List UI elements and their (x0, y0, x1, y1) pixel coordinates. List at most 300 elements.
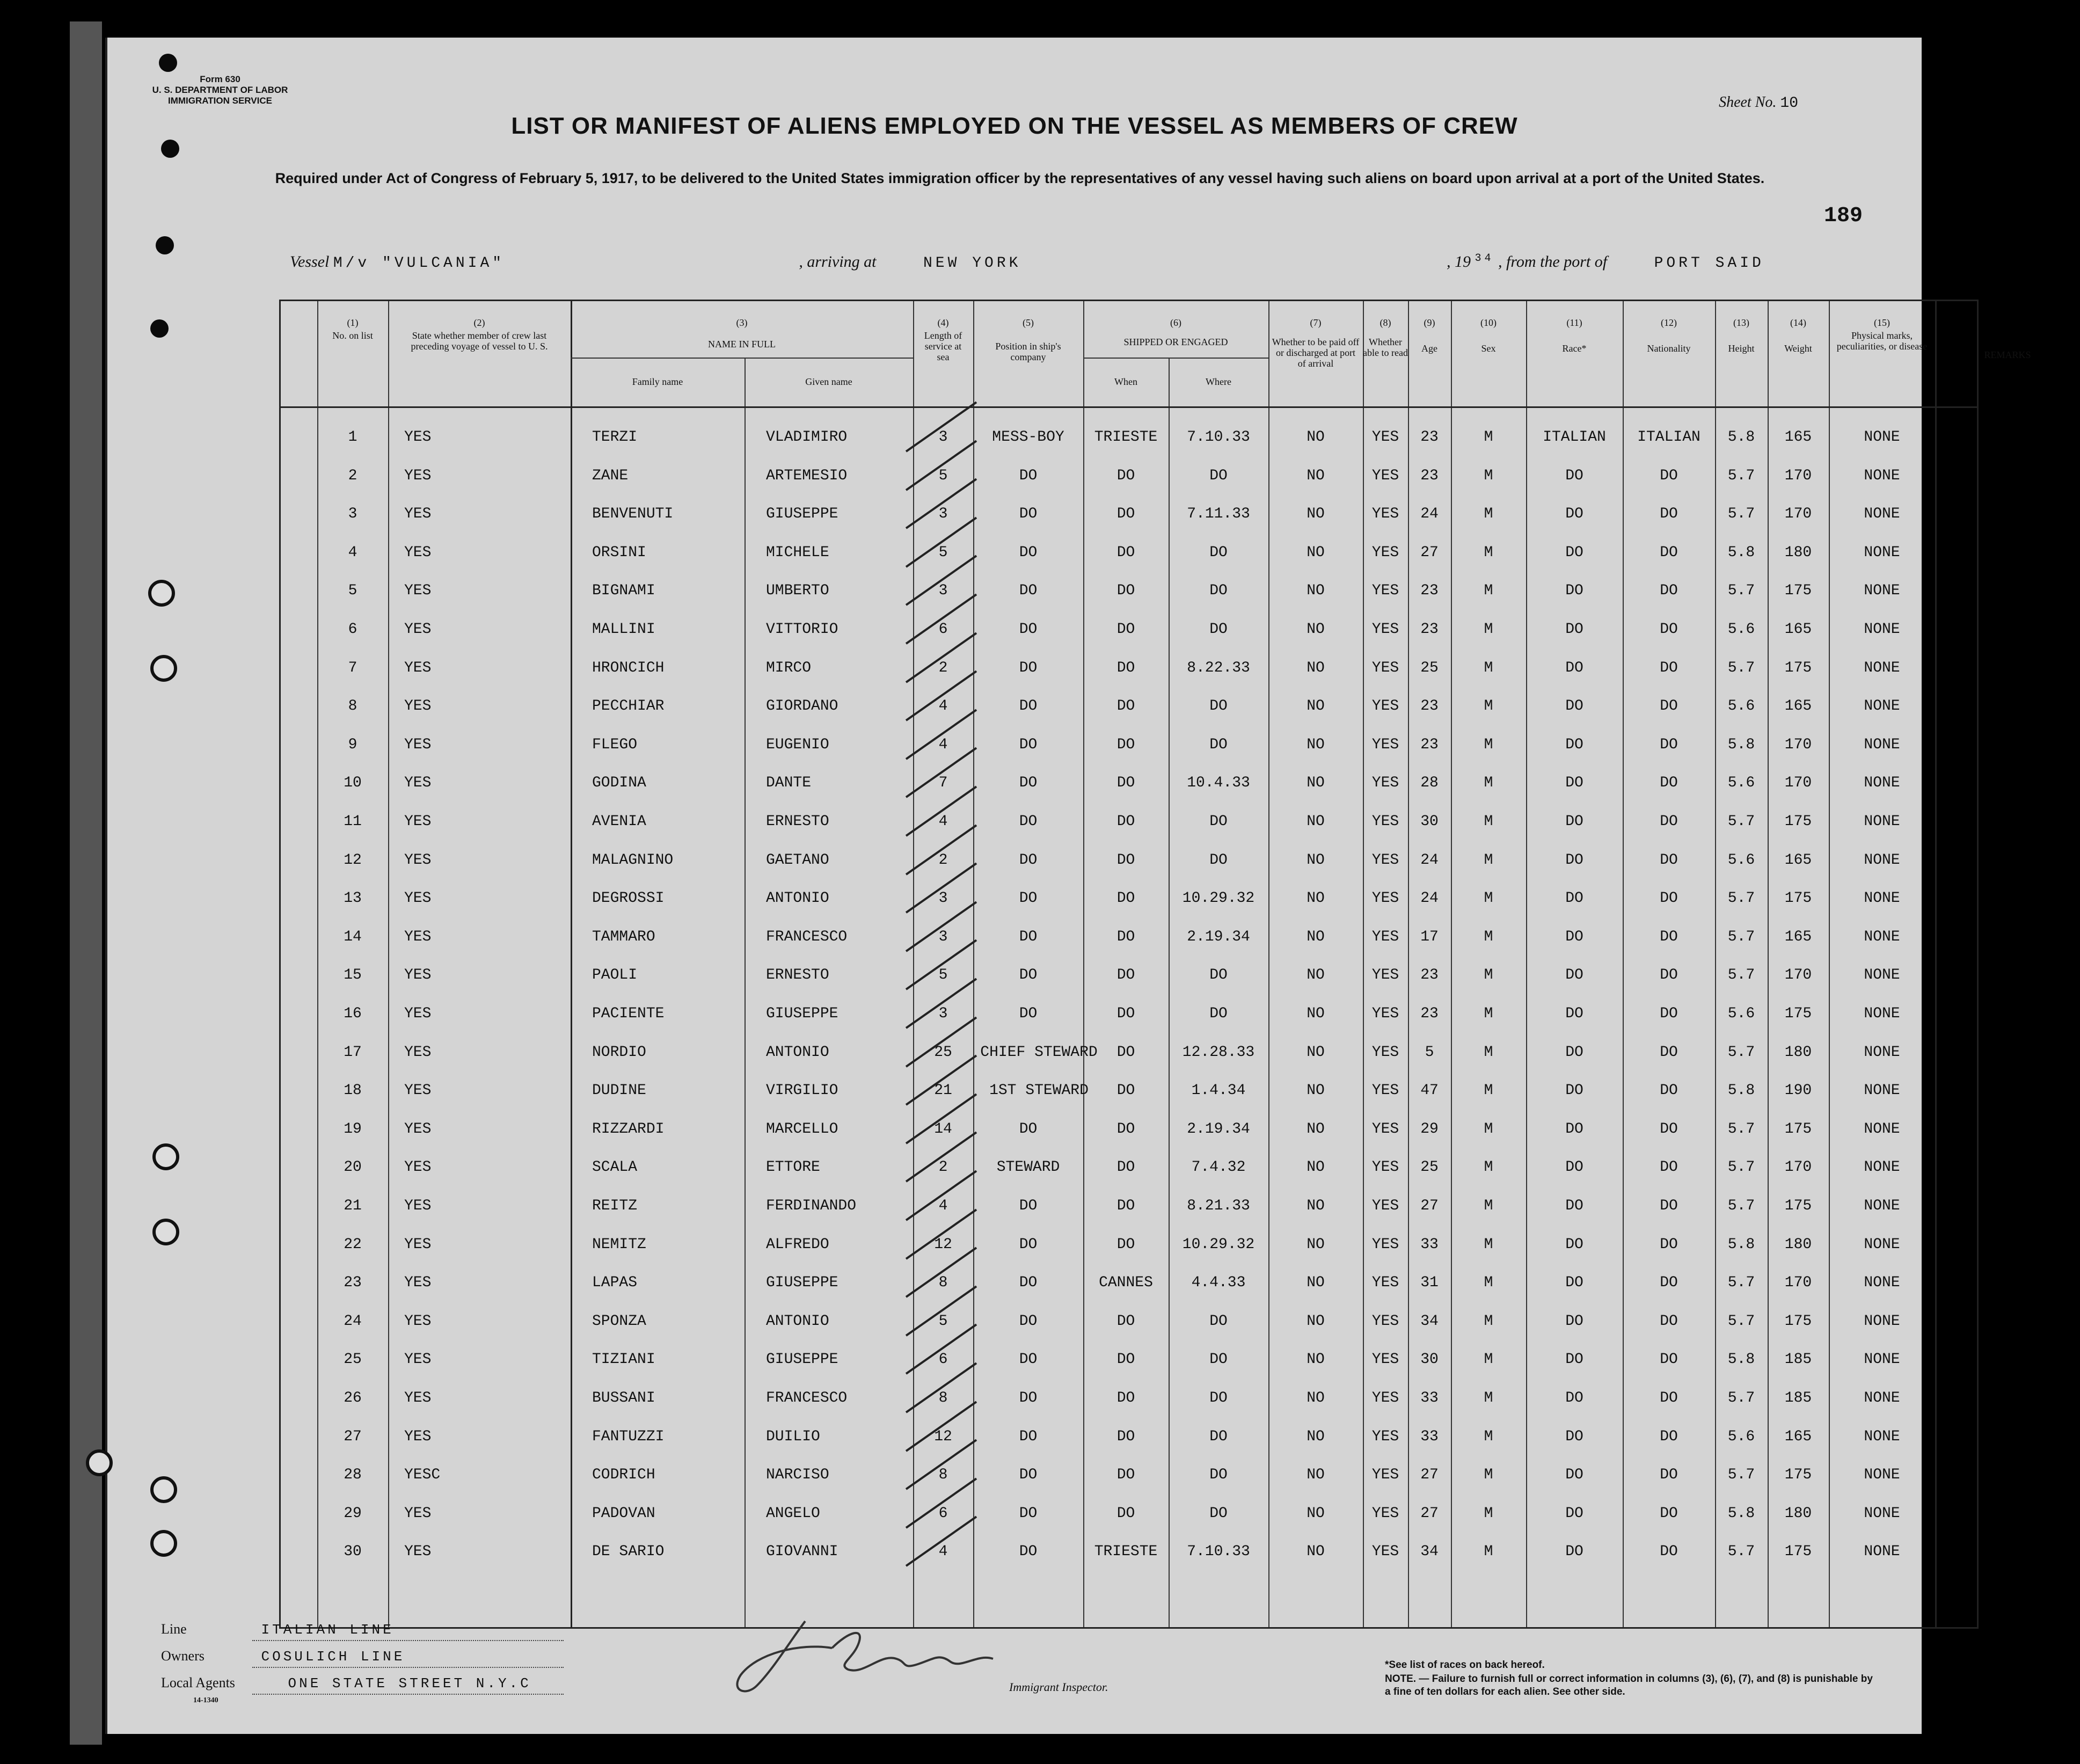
paid-off-cell: NO (1307, 429, 1325, 446)
race-cell: DO (1565, 1044, 1583, 1061)
shipped-where-cell: DO (1209, 544, 1228, 561)
arriving-label: , arriving at (799, 253, 877, 271)
row-number-cell: 6 (348, 621, 357, 638)
position-cell: DO (1019, 1351, 1038, 1368)
family-name-cell: MALAGNINO (592, 851, 674, 869)
able-to-read-cell: YES (1371, 1274, 1399, 1292)
vessel-name: M/v "VULCANIA" (333, 255, 505, 272)
position-cell: DO (1019, 1390, 1038, 1406)
family-name-cell: ORSINI (592, 544, 646, 561)
row-number-cell: 13 (344, 890, 362, 907)
shipped-when-cell: DO (1116, 1082, 1135, 1099)
row-number-cell: 15 (344, 967, 362, 984)
physical-marks-cell: NONE (1864, 890, 1900, 907)
length-of-service-cell: 8 (938, 1390, 948, 1406)
family-name-cell: FLEGO (592, 736, 638, 753)
age-cell: 33 (1420, 1236, 1439, 1253)
position-cell: DO (1019, 1543, 1038, 1561)
punch-hole (156, 236, 174, 254)
row-number-cell: 1 (348, 429, 357, 446)
nationality-cell: DO (1660, 1390, 1678, 1406)
shipped-where-cell: 7.10.33 (1187, 1543, 1250, 1561)
family-name-cell: NEMITZ (592, 1236, 646, 1253)
shipped-where-cell: DO (1209, 467, 1228, 484)
sex-cell: M (1484, 967, 1493, 984)
physical-marks-cell: NONE (1864, 467, 1900, 484)
shipped-where-cell: DO (1209, 698, 1228, 715)
paid-off-cell: NO (1307, 1274, 1325, 1292)
binder-ring (152, 1219, 179, 1245)
row-number-cell: 20 (344, 1159, 362, 1176)
header-no-on-list: (1) No. on list (332, 317, 373, 341)
table-row (281, 1110, 1977, 1149)
sheet-value: 10 (1780, 95, 1798, 112)
given-name-cell: DANTE (766, 775, 812, 792)
agents-value: ONE STATE STREET N.Y.C (288, 1675, 531, 1692)
given-name-cell: ARTEMESIO (766, 467, 848, 484)
physical-marks-cell: NONE (1864, 1351, 1900, 1368)
shipped-where-cell: DO (1209, 813, 1228, 830)
table-row (281, 610, 1977, 649)
height-cell: 5.7 (1727, 890, 1755, 907)
header-paid-off: (7) Whether to be paid off or discharged at port of arrival (1272, 317, 1360, 369)
weight-cell: 170 (1784, 967, 1812, 984)
physical-marks-cell: NONE (1864, 1505, 1900, 1522)
paid-off-cell: NO (1307, 1390, 1325, 1406)
length-of-service-cell: 4 (938, 736, 948, 753)
weight-cell: 170 (1784, 775, 1812, 792)
nationality-cell: DO (1660, 544, 1678, 561)
age-cell: 23 (1420, 736, 1439, 753)
physical-marks-cell: NONE (1864, 698, 1900, 715)
position-cell: DO (1019, 467, 1038, 484)
given-name-cell: GAETANO (766, 851, 829, 869)
nationality-cell: DO (1660, 659, 1678, 676)
header-able-to-read: (8) Whether able to read (1363, 317, 1408, 358)
nationality-cell: DO (1660, 890, 1678, 907)
length-of-service-cell: 3 (938, 1005, 948, 1022)
length-of-service-cell: 14 (934, 1120, 952, 1138)
header-length-of-service: (4) Length of service at sea (924, 317, 962, 362)
position-cell: DO (1019, 1005, 1038, 1022)
race-cell: DO (1565, 582, 1583, 600)
age-cell: 27 (1420, 544, 1439, 561)
race-cell: DO (1565, 659, 1583, 676)
able-to-read-cell: YES (1371, 1005, 1399, 1022)
physical-marks-cell: NONE (1864, 1005, 1900, 1022)
table-row (281, 1533, 1977, 1571)
height-cell: 5.7 (1727, 582, 1755, 600)
physical-marks-cell: NONE (1864, 1467, 1900, 1484)
nationality-cell: DO (1660, 928, 1678, 945)
sex-cell: M (1484, 890, 1493, 907)
height-cell: 5.7 (1727, 1044, 1755, 1061)
binder-ring (150, 655, 177, 682)
row-number-cell: 28 (344, 1467, 362, 1484)
line-value: ITALIAN LINE (261, 1622, 394, 1638)
nationality-cell: DO (1660, 736, 1678, 753)
family-name-cell: DEGROSSI (592, 890, 665, 907)
shipped-when-cell: DO (1116, 506, 1135, 523)
position-cell: DO (1019, 1236, 1038, 1253)
row-number-cell: 27 (344, 1428, 362, 1445)
weight-cell: 175 (1784, 582, 1812, 600)
service-name: IMMIGRATION SERVICE (168, 96, 272, 106)
height-cell: 5.6 (1727, 621, 1755, 638)
position-cell: DO (1019, 544, 1038, 561)
shipped-where-cell: 10.29.32 (1182, 1236, 1255, 1253)
length-of-service-cell: 5 (938, 1313, 948, 1330)
age-cell: 47 (1420, 1082, 1439, 1099)
physical-marks-cell: NONE (1864, 851, 1900, 869)
weight-cell: 175 (1784, 890, 1812, 907)
nationality-cell: DO (1660, 1082, 1678, 1099)
able-to-read-cell: YES (1371, 698, 1399, 715)
race-cell: DO (1565, 736, 1583, 753)
weight-cell: 175 (1784, 1198, 1812, 1214)
shipped-when-cell: DO (1116, 736, 1135, 753)
given-name-cell: GIORDANO (766, 698, 838, 715)
weight-cell: 185 (1784, 1351, 1812, 1368)
position-cell: 1ST STEWARD (989, 1082, 1089, 1099)
shipped-when-cell: DO (1116, 1236, 1135, 1253)
age-cell: 23 (1420, 582, 1439, 600)
sex-cell: M (1484, 1313, 1493, 1330)
height-cell: 5.8 (1727, 1236, 1755, 1253)
arriving-port: NEW YORK (923, 255, 1021, 272)
race-cell: DO (1565, 928, 1583, 945)
race-cell: DO (1565, 506, 1583, 523)
given-name-cell: ANTONIO (766, 1044, 829, 1061)
paid-off-cell: NO (1307, 1120, 1325, 1138)
row-number-cell: 10 (344, 775, 362, 792)
departure-port: PORT SAID (1654, 255, 1764, 272)
row-number-cell: 29 (344, 1505, 362, 1522)
nationality-cell: DO (1660, 813, 1678, 830)
previous-voyage-cell: YES (404, 1120, 432, 1138)
table-row (281, 1187, 1977, 1226)
given-name-cell: GIOVANNI (766, 1543, 838, 1561)
shipped-when-cell: TRIESTE (1094, 429, 1158, 446)
row-number-cell: 16 (344, 1005, 362, 1022)
shipped-when-cell: DO (1116, 851, 1135, 869)
table-row (281, 1071, 1977, 1110)
table-row (281, 534, 1977, 572)
age-cell: 27 (1420, 1467, 1439, 1484)
nationality-cell: DO (1660, 582, 1678, 600)
row-number-cell: 22 (344, 1236, 362, 1253)
given-name-cell: GIUSEPPE (766, 506, 838, 523)
row-number-cell: 30 (344, 1543, 362, 1561)
length-of-service-cell: 5 (938, 967, 948, 984)
position-cell: DO (1019, 851, 1038, 869)
race-cell: DO (1565, 851, 1583, 869)
family-name-cell: BENVENUTI (592, 506, 674, 523)
vessel-line (290, 252, 1764, 272)
owners-value: COSULICH LINE (261, 1649, 405, 1665)
previous-voyage-cell: YES (404, 851, 432, 869)
height-cell: 5.7 (1727, 928, 1755, 945)
age-cell: 29 (1420, 1120, 1439, 1138)
age-cell: 5 (1425, 1044, 1434, 1061)
physical-marks-cell: NONE (1864, 429, 1900, 446)
height-cell: 5.6 (1727, 1005, 1755, 1022)
previous-voyage-cell: YES (404, 1159, 432, 1176)
sex-cell: M (1484, 621, 1493, 638)
shipped-where-cell: 10.29.32 (1182, 890, 1255, 907)
weight-cell: 170 (1784, 467, 1812, 484)
sex-cell: M (1484, 736, 1493, 753)
owners-label: Owners (161, 1648, 205, 1664)
table-row (281, 687, 1977, 726)
height-cell: 5.8 (1727, 1505, 1755, 1522)
able-to-read-cell: YES (1371, 1044, 1399, 1061)
able-to-read-cell: YES (1371, 544, 1399, 561)
table-row (281, 956, 1977, 995)
height-cell: 5.7 (1727, 1274, 1755, 1292)
weight-cell: 165 (1784, 621, 1812, 638)
race-cell: DO (1565, 890, 1583, 907)
weight-cell: 165 (1784, 851, 1812, 869)
sex-cell: M (1484, 1428, 1493, 1445)
family-name-cell: PAOLI (592, 967, 638, 984)
physical-marks-cell: NONE (1864, 775, 1900, 792)
paid-off-cell: NO (1307, 1428, 1325, 1445)
table-row (281, 418, 1977, 457)
height-cell: 5.8 (1727, 736, 1755, 753)
shipped-when-cell: CANNES (1099, 1274, 1153, 1292)
age-cell: 24 (1420, 851, 1439, 869)
previous-voyage-cell: YES (404, 1044, 432, 1061)
height-cell: 5.6 (1727, 1428, 1755, 1445)
age-cell: 24 (1420, 506, 1439, 523)
table-row (281, 918, 1977, 957)
paid-off-cell: NO (1307, 582, 1325, 600)
previous-voyage-cell: YES (404, 1313, 432, 1330)
shipped-where-cell: DO (1209, 967, 1228, 984)
shipped-when-cell: DO (1116, 813, 1135, 830)
weight-cell: 175 (1784, 1467, 1812, 1484)
length-of-service-cell: 12 (934, 1428, 952, 1445)
row-number-cell: 8 (348, 698, 357, 715)
able-to-read-cell: YES (1371, 506, 1399, 523)
header-weight: (14) Weight (1784, 317, 1812, 354)
shipped-when-cell: DO (1116, 1428, 1135, 1445)
given-name-cell: VITTORIO (766, 621, 838, 638)
family-name-cell: AVENIA (592, 813, 646, 830)
paid-off-cell: NO (1307, 1198, 1325, 1214)
length-of-service-cell: 6 (938, 1351, 948, 1368)
row-number-cell: 11 (344, 813, 362, 830)
race-cell: DO (1565, 621, 1583, 638)
family-name-cell: ZANE (592, 467, 629, 484)
shipped-where-cell: 7.4.32 (1191, 1159, 1246, 1176)
paid-off-cell: NO (1307, 967, 1325, 984)
able-to-read-cell: YES (1371, 1120, 1399, 1138)
race-cell: DO (1565, 813, 1583, 830)
position-cell: DO (1019, 506, 1038, 523)
row-number-cell: 26 (344, 1390, 362, 1406)
nationality-cell: DO (1660, 1351, 1678, 1368)
department-name: U. S. DEPARTMENT OF LABOR (152, 85, 288, 95)
previous-voyage-cell: YES (404, 1236, 432, 1253)
height-cell: 5.7 (1727, 506, 1755, 523)
shipped-when-cell: DO (1116, 775, 1135, 792)
weight-cell: 170 (1784, 736, 1812, 753)
header-position: (5) Position in ship's company (995, 317, 1061, 362)
header-race: (11) Race* (1562, 317, 1587, 354)
sex-cell: M (1484, 1351, 1493, 1368)
nationality-cell: DO (1660, 1428, 1678, 1445)
sex-cell: M (1484, 851, 1493, 869)
line-label: Line (161, 1621, 187, 1637)
nationality-cell: DO (1660, 1159, 1678, 1176)
previous-voyage-cell: YES (404, 1428, 432, 1445)
header-remarks: REMARKS (1984, 349, 2031, 360)
shipped-where-cell: 1.4.34 (1191, 1082, 1246, 1099)
position-cell: DO (1019, 1428, 1038, 1445)
race-cell: DO (1565, 1274, 1583, 1292)
race-cell: DO (1565, 467, 1583, 484)
sex-cell: M (1484, 659, 1493, 676)
able-to-read-cell: YES (1371, 1198, 1399, 1214)
height-cell: 5.6 (1727, 851, 1755, 869)
length-of-service-cell: 5 (938, 467, 948, 484)
table-row (281, 649, 1977, 688)
position-cell: DO (1019, 1313, 1038, 1330)
race-cell: DO (1565, 1390, 1583, 1406)
able-to-read-cell: YES (1371, 1543, 1399, 1561)
given-name-cell: UMBERTO (766, 582, 829, 600)
race-cell: DO (1565, 1543, 1583, 1561)
sex-cell: M (1484, 1120, 1493, 1138)
able-to-read-cell: YES (1371, 813, 1399, 830)
paid-off-cell: NO (1307, 1505, 1325, 1522)
length-of-service-cell: 2 (938, 659, 948, 676)
race-cell: DO (1565, 967, 1583, 984)
race-cell: DO (1565, 1351, 1583, 1368)
length-of-service-cell: 2 (938, 1159, 948, 1176)
nationality-cell: ITALIAN (1637, 429, 1701, 446)
nationality-cell: DO (1660, 1543, 1678, 1561)
given-name-cell: FRANCESCO (766, 1390, 848, 1406)
weight-cell: 175 (1784, 1313, 1812, 1330)
previous-voyage-cell: YES (404, 967, 432, 984)
nationality-cell: DO (1660, 1005, 1678, 1022)
vessel-label: Vessel (290, 253, 330, 271)
sex-cell: M (1484, 1159, 1493, 1176)
given-name-cell: VIRGILIO (766, 1082, 838, 1099)
shipped-when-cell: DO (1116, 1390, 1135, 1406)
weight-cell: 170 (1784, 506, 1812, 523)
race-cell: DO (1565, 544, 1583, 561)
able-to-read-cell: YES (1371, 1505, 1399, 1522)
table-row (281, 1226, 1977, 1264)
family-name-cell: DE SARIO (592, 1543, 665, 1561)
table-row (281, 1418, 1977, 1456)
paid-off-cell: NO (1307, 1351, 1325, 1368)
physical-marks-cell: NONE (1864, 1390, 1900, 1406)
height-cell: 5.8 (1727, 1351, 1755, 1368)
length-of-service-cell: 6 (938, 621, 948, 638)
age-cell: 23 (1420, 429, 1439, 446)
shipped-where-cell: 8.22.33 (1187, 659, 1250, 676)
sex-cell: M (1484, 1005, 1493, 1022)
paid-off-cell: NO (1307, 1159, 1325, 1176)
age-cell: 25 (1420, 659, 1439, 676)
race-cell: DO (1565, 1428, 1583, 1445)
from-port-label: , from the port of (1498, 253, 1608, 271)
nationality-cell: DO (1660, 1467, 1678, 1484)
previous-voyage-cell: YES (404, 736, 432, 753)
weight-cell: 180 (1784, 1236, 1812, 1253)
year-value: 34 (1475, 252, 1494, 265)
previous-voyage-cell: YES (404, 659, 432, 676)
sex-cell: M (1484, 1390, 1493, 1406)
punch-hole (150, 319, 169, 338)
previous-voyage-cell: YES (404, 775, 432, 792)
nationality-cell: DO (1660, 1236, 1678, 1253)
weight-cell: 175 (1784, 813, 1812, 830)
row-number-cell: 5 (348, 582, 357, 600)
paid-off-cell: NO (1307, 698, 1325, 715)
family-name-cell: CODRICH (592, 1467, 655, 1484)
nationality-cell: DO (1660, 1198, 1678, 1214)
table-row (281, 879, 1977, 918)
height-cell: 5.7 (1727, 1543, 1755, 1561)
paid-off-cell: NO (1307, 659, 1325, 676)
able-to-read-cell: YES (1371, 775, 1399, 792)
year-label: , 19 (1447, 253, 1471, 271)
previous-voyage-cell: YES (404, 582, 432, 600)
shipped-where-cell: 4.4.33 (1191, 1274, 1246, 1292)
shipped-when-cell: DO (1116, 582, 1135, 600)
physical-marks-cell: NONE (1864, 506, 1900, 523)
weight-cell: 165 (1784, 429, 1812, 446)
table-row (281, 764, 1977, 803)
paid-off-cell: NO (1307, 467, 1325, 484)
table-row (281, 995, 1977, 1033)
nationality-cell: DO (1660, 1313, 1678, 1330)
length-of-service-cell: 7 (938, 775, 948, 792)
given-name-cell: EUGENIO (766, 736, 829, 753)
race-cell: DO (1565, 1005, 1583, 1022)
footer-note-penalty: NOTE. — Failure to furnish full or correct information in columns (3), (6), (7), and (8) is punishable by a fine of ten dollars for each alien. See other side. (1385, 1673, 1873, 1697)
header-age: (9) Age (1421, 317, 1437, 354)
weight-cell: 190 (1784, 1082, 1812, 1099)
able-to-read-cell: YES (1371, 582, 1399, 600)
position-cell: MESS-BOY (992, 429, 1064, 446)
physical-marks-cell: NONE (1864, 1120, 1900, 1138)
previous-voyage-cell: YES (404, 429, 432, 446)
length-of-service-cell: 4 (938, 1198, 948, 1214)
shipped-when-cell: DO (1116, 1198, 1135, 1214)
sex-cell: M (1484, 1236, 1493, 1253)
previous-voyage-cell: YES (404, 1198, 432, 1214)
paid-off-cell: NO (1307, 736, 1325, 753)
able-to-read-cell: YES (1371, 1082, 1399, 1099)
height-cell: 5.7 (1727, 1467, 1755, 1484)
nationality-cell: DO (1660, 1120, 1678, 1138)
crew-table (279, 300, 2031, 1629)
able-to-read-cell: YES (1371, 1159, 1399, 1176)
weight-cell: 180 (1784, 1505, 1812, 1522)
sex-cell: M (1484, 698, 1493, 715)
given-name-cell: ANTONIO (766, 890, 829, 907)
previous-voyage-cell: YES (404, 621, 432, 638)
shipped-when-cell: DO (1116, 467, 1135, 484)
table-row (281, 1456, 1977, 1495)
